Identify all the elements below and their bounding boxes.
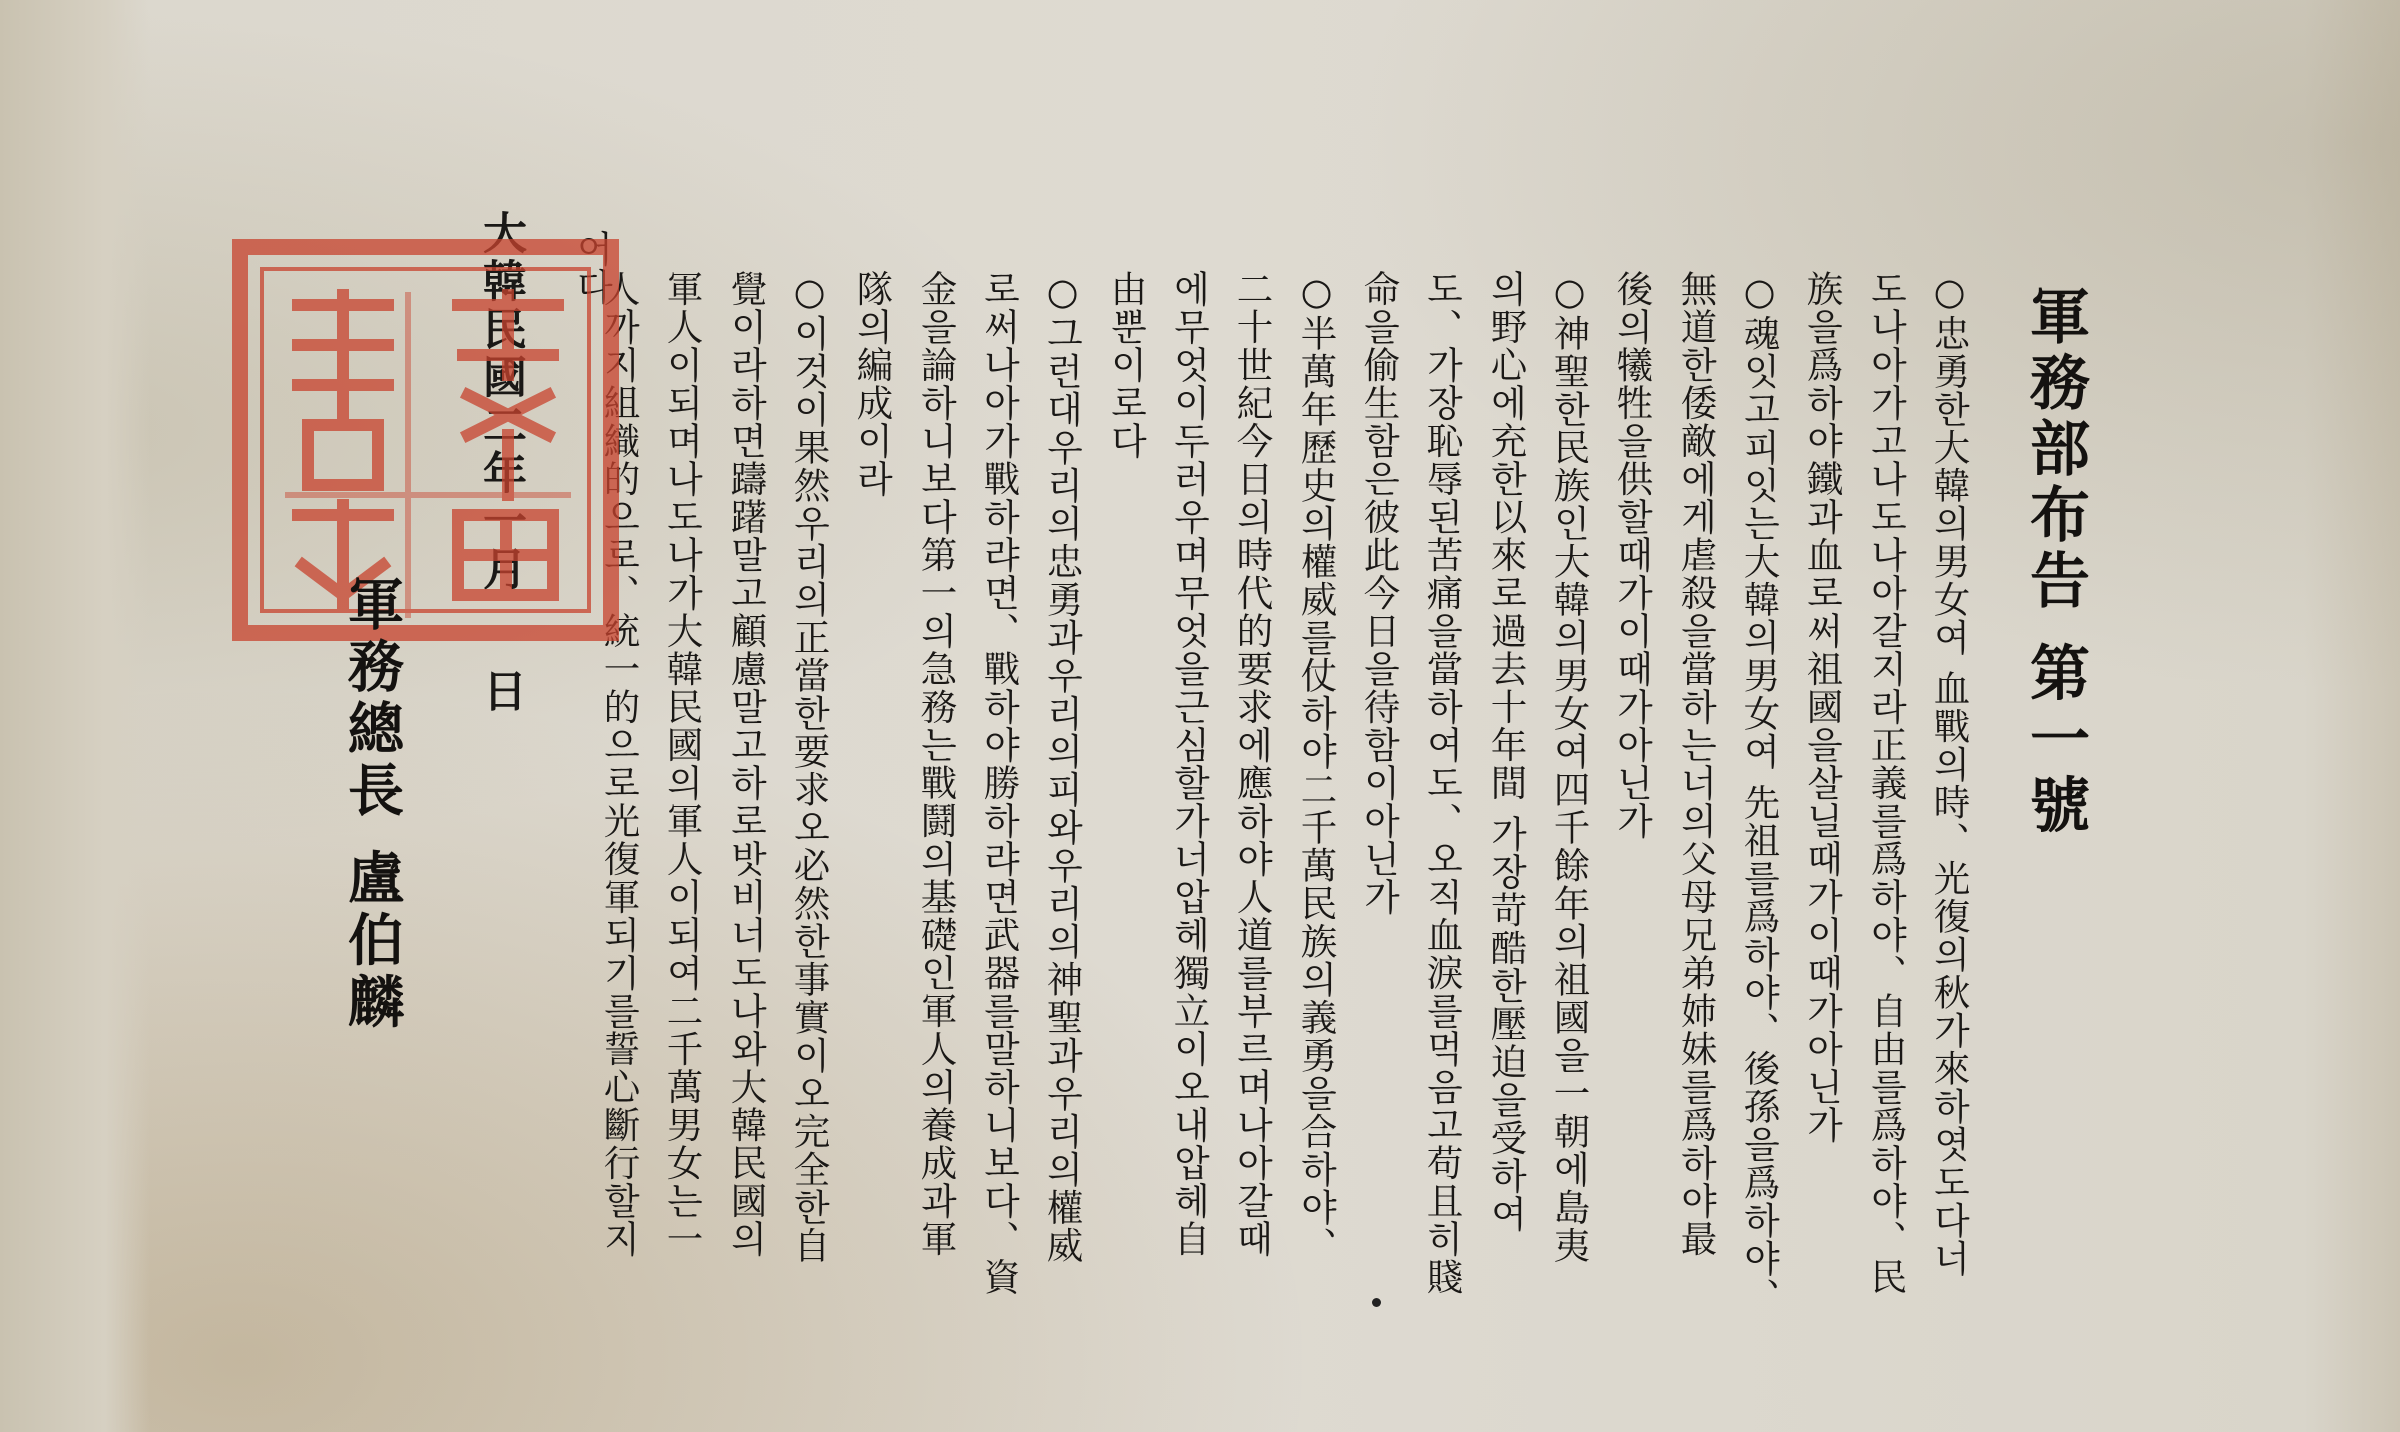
paragraph-line: ○그런대우리의忠勇과우리의피와우리의神聖과우리의權威 bbox=[1041, 270, 1084, 1265]
ink-dot bbox=[1372, 1298, 1381, 1307]
paragraph-line: ○魂잇고피잇는大韓의男女여 先祖를爲하야、後孫을爲하야、 bbox=[1738, 270, 1781, 1316]
paragraph-line: 어다 bbox=[571, 230, 614, 306]
paragraph-line: 도나아가고나도나아갈지라正義를爲하야、自由를爲하야、民 bbox=[1865, 270, 1908, 1296]
paragraph-line: 命을偷生함은彼此今日을待함이아닌가 bbox=[1358, 270, 1401, 916]
paragraph-line: ○이것이果然우리의正當한要求오必然한事實이오完全한自 bbox=[788, 270, 831, 1265]
page-margin-stain bbox=[0, 0, 150, 1432]
official-seal-icon bbox=[228, 235, 623, 645]
paragraph-line: 隊의編成이라 bbox=[851, 270, 894, 498]
paragraph-line: 族을爲하야鐵과血로써祖國을살닐때가이때가아닌가 bbox=[1801, 270, 1844, 1144]
paragraph-line: ○神聖한民族인大韓의男女여四千餘年의祖國을一朝에島夷 bbox=[1548, 270, 1591, 1265]
paragraph-line: 後의犧牲을供할때가이때가아닌가 bbox=[1611, 270, 1654, 840]
paragraph-line: 도、가장恥辱된苦痛을當하여도、오직血淚를먹음고苟且히賤 bbox=[1421, 270, 1464, 1296]
issue-date: 大韓民國二年一月 bbox=[475, 210, 526, 594]
paragraph-line: 二十世紀今日의時代的要求에應하야人道를부르며나아갈때 bbox=[1231, 270, 1274, 1258]
paragraph-line: 에무엇이두러우며무엇을근심할가너압헤獨立이오내압헤自 bbox=[1168, 270, 1211, 1258]
proclamation-title: 軍務部布告 第一號 bbox=[2020, 285, 2090, 840]
paragraph-line: 로써나아가戰하랴면、戰하야勝하랴면武器를말하니보다、資 bbox=[978, 270, 1021, 1296]
paragraph-line: 軍人이되며나도나가大韓民國의軍人이되여二千萬男女는一 bbox=[661, 270, 704, 1258]
paragraph-line: 由뿐이로다 bbox=[1105, 270, 1148, 460]
paragraph-line: 金을論하니보다第一의急務는戰鬪의基礎인軍人의養成과軍 bbox=[915, 270, 958, 1258]
paragraph-line: ○忠勇한大韓의男女여 血戰의時、光復의秋가來하엿도다너 bbox=[1928, 270, 1971, 1278]
paragraph-line: ○半萬年歷史의權威를仗하야二千萬民族의義勇을合하야、 bbox=[1295, 270, 1338, 1265]
paragraph-line: 의野心에充한以來로過去十年間 가장苛酷한壓迫을受하여 bbox=[1485, 270, 1528, 1234]
paragraph-line: 無道한倭敵에게虐殺을當하는너의父母兄弟姉妹를爲하야最 bbox=[1675, 270, 1718, 1258]
paragraph-line: 人까지組織的으로、統一的으로光復軍되기를誓心斷行할지 bbox=[598, 270, 641, 1258]
signer-name: 軍務總長 盧伯麟 bbox=[339, 575, 405, 1035]
issue-date-day: 日 bbox=[475, 668, 526, 712]
paragraph-line: 覺이라하면躊躇말고顧慮말고하로밧비너도나와大韓民國의 bbox=[725, 270, 768, 1258]
